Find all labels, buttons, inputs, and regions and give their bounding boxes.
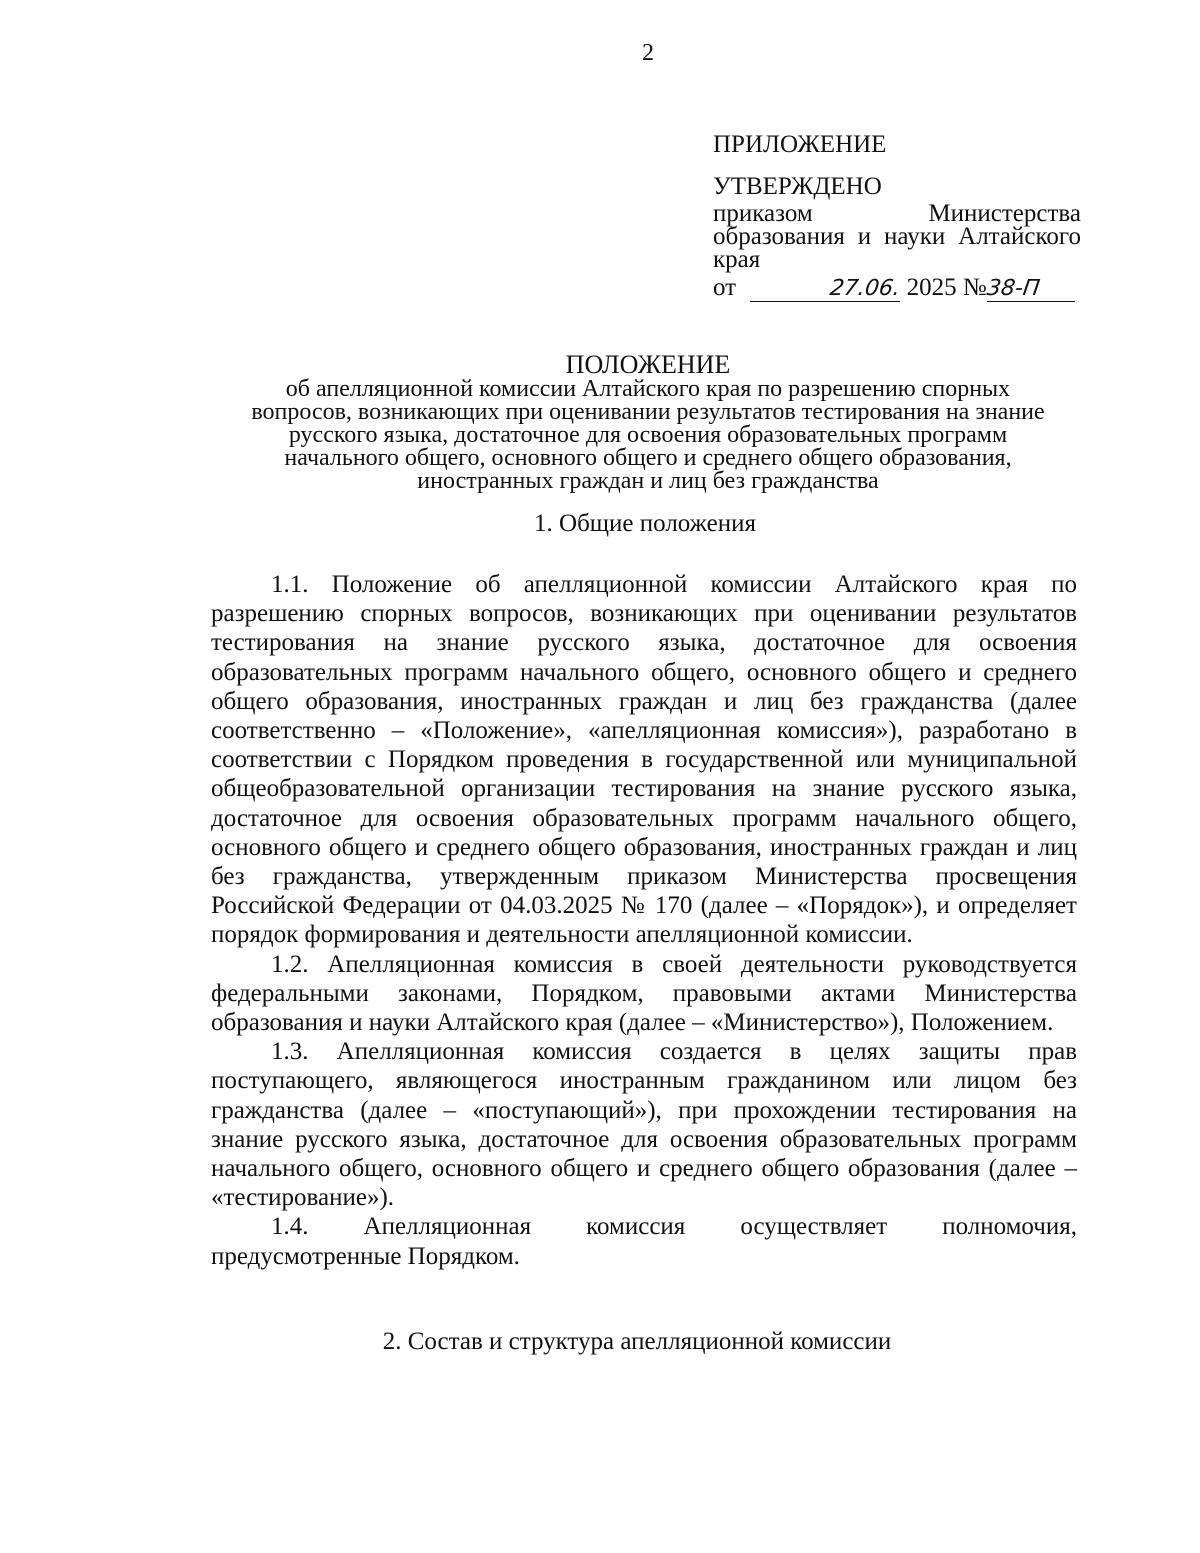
paragraph-1-4: 1.4. Апелляционная комиссия осуществляет полномочия, предусмотренные Порядком.: [211, 1213, 1077, 1270]
number-underline: [987, 277, 1075, 302]
order-year: 2025 №: [906, 274, 987, 301]
page-number: 2: [642, 40, 654, 66]
order-line-1: приказом Министерства: [713, 200, 1081, 227]
order-line-3: края: [713, 246, 761, 273]
title-line-4: начального общего, основного общего и среднего общего образования,: [284, 445, 1012, 471]
order-date-line: [713, 273, 1081, 303]
section-2-heading: 2. Состав и структура апелляционной комиссии: [382, 1328, 892, 1355]
title-line-3: русского языка, достаточное для освоения образовательных программ: [288, 422, 1008, 448]
date-underline: [750, 276, 903, 302]
handwritten-number: 38-П: [985, 276, 1042, 301]
body-text: [211, 570, 1077, 1271]
title-main: ПОЛОЖЕНИЕ: [565, 350, 731, 379]
order-line-2: образования и науки Алтайского: [713, 223, 1081, 250]
paragraph-1-2: 1.2. Апелляционная комиссия в своей деятельности руководствуется федеральными законами, Порядком, правовыми актами Министерства образования и науки Алтайского края (далее – «Министерство»), Положением.: [211, 950, 1077, 1037]
title-line-1: об апелляционной комиссии Алтайского края по разрешению спорных: [285, 376, 1011, 402]
handwritten-date: 27.06.: [828, 276, 903, 301]
document-title: [200, 352, 1096, 493]
approval-block: [713, 130, 1081, 303]
paragraph-1-3: 1.3. Апелляционная комиссия создается в целях защиты прав поступающего, являющегося иностранным гражданином или лицом без гражданства (далее – «поступающий»), при прохождении тестирования на знание русского языка, достаточное для освоения образовательных программ начального общего, основного общего и среднего общего образования (далее – «тестирование»).: [211, 1038, 1077, 1212]
title-line-5: иностранных граждан и лиц без гражданства: [417, 468, 879, 494]
title-line-2: вопросов, возникающих при оценивании результатов тестирования на знание: [251, 399, 1045, 425]
paragraph-1-1: 1.1. Положение об апелляционной комиссии Алтайского края по разрешению спорных вопросов, возникающих при оценивании результатов тестирования на знание русского языка, достаточное для освоения образовательных программ начального общего, основного общего и среднего общего образования, иностранных граждан и лиц без гражданства (далее соответственно – «Положение», «апелляционная комиссия»), разработано в соответствии с Порядком проведения в государственной или муниципальной общеобразовательной организации тестирования на знание русского языка, достаточное для освоения образовательных программ начального общего, основного общего и среднего общего образования, иностранных граждан и лиц без гражданства, утвержденным приказом Министерства просвещения Российской Федерации от 04.03.2025 № 170 (далее – «Порядок»), и определяет порядок формирования и деятельности апелляционной комиссии.: [211, 571, 1077, 949]
date-prefix: от: [713, 274, 737, 301]
section-1-heading: 1. Общие положения: [534, 510, 756, 537]
annex-label: ПРИЛОЖЕНИЕ: [713, 131, 887, 158]
approved-label: УТВЕРЖДЕНО: [713, 173, 882, 200]
